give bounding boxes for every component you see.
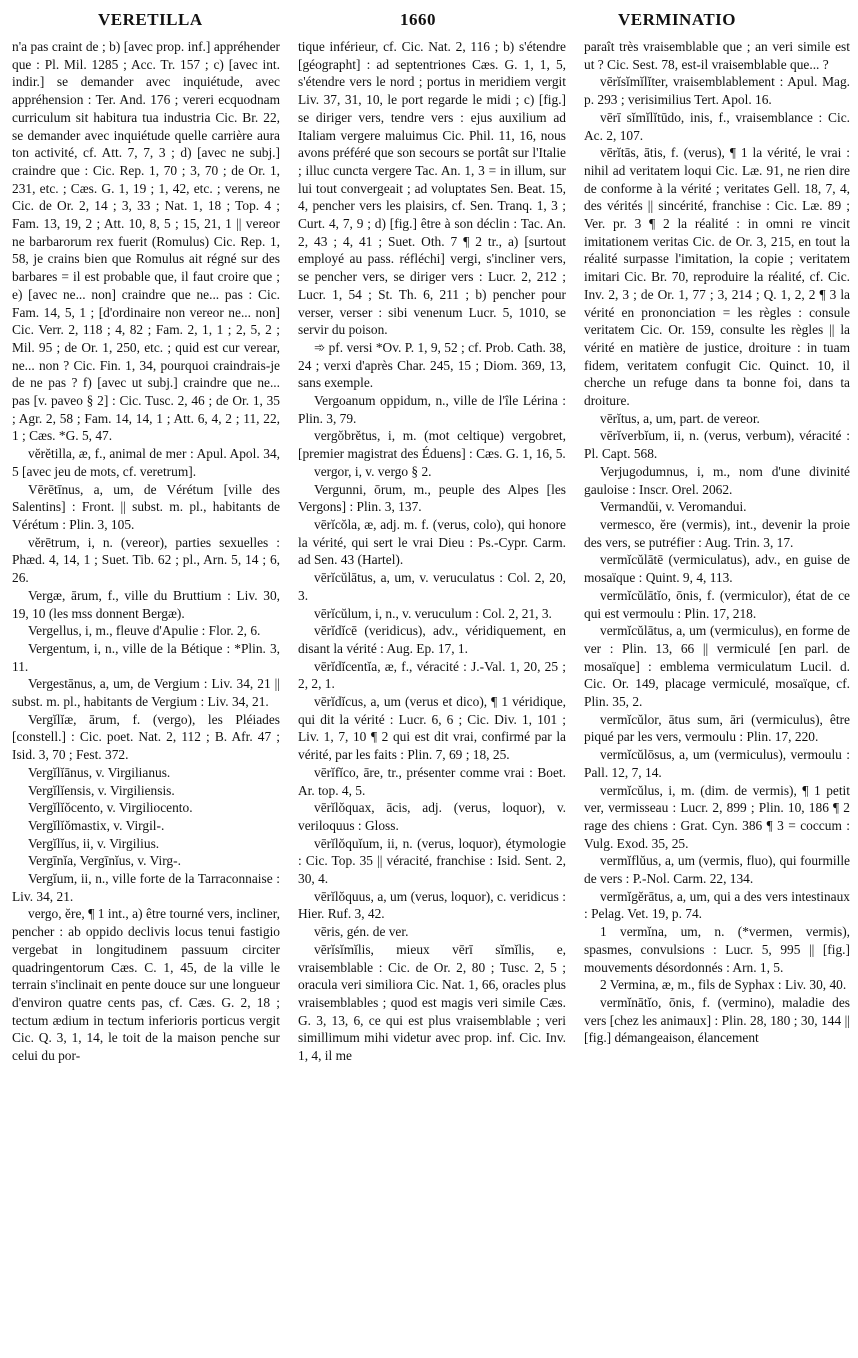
- dictionary-entry: ➾ pf. versi *Ov. P. 1, 9, 52 ; cf. Prob. Cath. 38, 24 ; verxi d'après Char. 245, 15 ; Diom. 369, 13, sans exemple.: [298, 339, 566, 391]
- header-right-guideword: VERMINATIO: [618, 10, 737, 29]
- dictionary-entry: vermĭnātĭo, ōnis, f. (vermino), maladie des vers [chez les animaux] : Plin. 28, 180 ; 30, 144 || [fig.] démangeaison, élancement: [584, 994, 850, 1046]
- dictionary-entry: Vergĭum, ii, n., ville forte de la Tarraconnaise : Liv. 34, 21.: [12, 871, 280, 904]
- dictionary-entry: paraît très vraisemblable que ; an veri simile est ut ? Cic. Sest. 78, est-il vraisemblable que... ?: [584, 39, 850, 72]
- dictionary-entry: vermĭcŭlātē (vermiculatus), adv., en guise de mosaïque : Quint. 9, 4, 113.: [584, 552, 850, 586]
- dictionary-entry: Vergĭlĭŏcento, v. Virgiliocento.: [28, 800, 193, 816]
- dictionary-entry: vergŏbrĕtus, i, m. (mot celtique) vergobret, [premier magistrat des Éduens] : Cæs. G. 1, 16, 5.: [298, 428, 566, 462]
- dictionary-entry: vērĭdĭcē (veridicus), adv., véridiquement, en disant la vérité : Aug. Ep. 17, 1.: [298, 623, 566, 656]
- dictionary-entry: vērĭcŭlum, i, n., v. veruculum : Col. 2, 21, 3.: [314, 605, 552, 621]
- dictionary-entry: vērĭdĭcentĭa, æ, f., véracité : J.-Val. 1, 20, 25 ; 2, 2, 1.: [298, 658, 566, 692]
- dictionary-entry: vermesco, ĕre (vermis), int., devenir la proie des vers, se putréfier : Aug. Trin. 3, 17.: [584, 516, 850, 550]
- dictionary-entry: Vergĭlĭæ, ārum, f. (vergo), les Pléiades [constell.] : Cic. poet. Nat. 2, 112 ; B. Afr. 47 ; Isid. 3, 70 ; Fest. 372.: [12, 711, 280, 763]
- dictionary-entry: Vergīnĭa, Vergīnĭus, v. Virg-.: [28, 853, 181, 869]
- column-1: [12, 38, 280, 1354]
- dictionary-entry: Vergoanum oppidum, n., ville de l'île Lérina : Plin. 3, 79.: [298, 393, 566, 426]
- running-header: [0, 10, 858, 36]
- dictionary-entry: n'a pas craint de ; b) [avec prop. inf.] appréhender que : Pl. Mil. 1285 ; Acc. Tr. 157 ; c) [avec int. indir.] se demander avec inquiétude, avec appréhension : Ter. And. 176 ; vereri ecquodnam curriculum sit habitura tua industria Cic. Br. 22, se demander avec inquiétude quelle carrière aura ton activité, cf. Att. 7, 7, 3 ; d) [avec ne subj.] craindre que : Cic. Rep. 1, 70 ; 3, 70 ; de Or. 1, 231, etc. ; Cæs. G. 1, 19 ; 1, 42, etc. ; verens, ne Cic. de Or. 2, 14 ; 3, 33 ; Nat. 1, 18 ; Top. 4 ; Fam. 13, 19, 2 ; Att. 10, 8, 5 ; 15, 21, 1 || vereor ne barbarorum rex fuerit (Romulus) Cic. Rep. 1, 58, je crains bien que Romulus ait régné sur des barbares = il est probable que, il faut croire que ; e) [avec ne... non] craindre que ne... pas : Cic. Fam. 14, 5, 1 ; [d'ordinaire non vereor ne... non] Cic. Verr. 2, 118 ; 4, 82 ; Fam. 2, 1, 1 ; 2, 5, 2 ; Mil. 95 ; de Or. 1, 250, etc. ; quid est cur verear, ne... non ? Cic. Fin. 1, 34, pourquoi craindrais-je de ne pas ? f) [avec ut subj.] craindre que ne... pas [v. paveo § 2] : Cic. Tusc. 2, 46 ; de Or. 1, 35 ; Agr. 2, 58 ; Fam. 14, 14, 1 ; Att. 6, 4, 2 ; 11, 22, 1 ; Cæs. *G. 5, 47.: [12, 39, 280, 444]
- header-left-guideword: VERETILLA: [98, 10, 203, 29]
- dictionary-entry: Vergellus, i, m., fleuve d'Apulie : Flor. 2, 6.: [28, 623, 261, 639]
- dictionary-entry: Vergĭlĭensis, v. Virgiliensis.: [28, 782, 175, 798]
- dictionary-entry: vērĭsĭmĭlis, mieux vērī sĭmĭlis, e, vraisemblable : Cic. de Or. 2, 80 ; Tusc. 2, 5 ; oracula veri similiora Cic. Nat. 1, 66, oracles plus vraisemblables ; quod est magis veri simile Cæs. G. 3, 13, 6, ce qui est plus vraisemblable ; veri simillimum mihi videtur avec prop. inf. Cic. Inv. 1, 4, il me: [298, 941, 566, 1064]
- dictionary-entry: vĕrĕtilla, æ, f., animal de mer : Apul. Apol. 34, 5 [avec jeu de mots, cf. veretrum].: [12, 446, 280, 479]
- dictionary-entry: Vergestānus, a, um, de Vergium : Liv. 34, 21 || subst. m. pl., habitants de Vergium : Liv. 34, 21.: [12, 676, 280, 710]
- dictionary-entry: vērĭtus, a, um, part. de vereor.: [600, 410, 760, 426]
- dictionary-entry: vĕrētrum, i, n. (vereor), parties sexuelles : Phæd. 4, 14, 1 ; Suet. Tib. 62 ; pl., Arn. 5, 14 ; 6, 26.: [12, 534, 280, 586]
- dictionary-entry: vērĭfĭco, āre, tr., présenter comme vrai : Boet. Ar. top. 4, 5.: [298, 764, 566, 798]
- dictionary-entry: Verjugodumnus, i, m., nom d'une divinité gauloise : Inscr. Orel. 2062.: [584, 463, 850, 497]
- dictionary-entry: vergo, ĕre, ¶ 1 int., a) être tourné vers, incliner, pencher : ab oppido declivis locus tenui fastigio vergebat in longitudinem passuum circiter quadringentorum Cæs. C. 1, 45, de la ville le terrain s'inclinait en pente douce sur une longueur d'environ quatre cents pas, cf. Cæs. G. 2, 18 ; tectum ædium in tectum inferioris porticus vergit Cic. Q. 3, 1, 14, le toit de la maison penche sur celui du por-: [12, 906, 280, 1064]
- dictionary-entry: 1 vermĭna, um, n. (*vermen, vermis), spasmes, convulsions : Lucr. 5, 995 || [fig.] mouvements désordonnés : Arn. 1, 5.: [584, 924, 850, 975]
- dictionary-entry: vērĭlŏquus, a, um (verus, loquor), c. veridicus : Hier. Ruf. 3, 42.: [298, 888, 566, 922]
- dictionary-entry: Vergentum, i, n., ville de la Bétique : *Plin. 3, 11.: [12, 640, 280, 674]
- dictionary-entry: Vergĭlĭānus, v. Virgilianus.: [28, 764, 171, 780]
- page-number: 1660: [400, 10, 436, 29]
- dictionary-entry: vermĭcŭlus, i, m. (dim. de vermis), ¶ 1 petit ver, vermisseau : Lucr. 2, 899 ; Plin. 10, 186 ¶ 2 rage des chiens : Grat. Cyn. 386 ¶ 3 = coccum : Vulg. Exod. 35, 25.: [584, 782, 850, 851]
- dictionary-entry: vermĭcŭlor, ātus sum, āri (vermiculus), être piqué par les vers, vermoulu : Plin. 17, 220.: [584, 711, 850, 745]
- dictionary-entry: vērĭlŏquax, ācis, adj. (verus, loquor), v. veriloquus : Gloss.: [298, 800, 566, 833]
- dictionary-entry: Vergunni, ōrum, m., peuple des Alpes [les Vergons] : Plin. 3, 137.: [298, 481, 566, 515]
- dictionary-entry: vērĭcŏla, æ, adj. m. f. (verus, colo), qui honore la vérité, qui sert le vrai Dieu : Ps.-Cypr. Carm. ad Sen. 43 (Hartel).: [298, 516, 566, 568]
- column-3: [584, 38, 850, 1354]
- dictionary-entry: Vērētīnus, a, um, de Vérétum [ville des Salentins] : Front. || subst. m. pl., habitants de Vérétum : Plin. 3, 105.: [12, 481, 280, 532]
- dictionary-entry: vērĭtās, ātis, f. (verus), ¶ 1 la vérité, le vrai : nihil ad veritatem loqui Cic. Læ. 91, ne rien dire de conforme à la vérité ; veritates Gell. 18, 7, 4, des vérités || sincérité, franchise : Cic. Læ. 89 ; Ver. pr. 3 ¶ 2 la réalité : in omni re vincit imitationem veritas Cic. de Or. 3, 215, en tout la réalité surpasse l'imitation, la copie ; veritatem imitari Cic. Br. 70, reproduire la réalité, cf. Cic. Inv. 2, 3 ; de Or. 1, 77 ; 3, 214 ; Q. 1, 2, 2 ¶ 3 la vérité en prononciation = les règles : consule veritatem Cic. Or. 159, consulte les règles || la vérité en matière de justice, droiture : in tuam fidem, veritatem confugit Cic. Quinct. 10, il cherche un refuge dans ta bonne foi, dans ta droiture.: [584, 145, 850, 409]
- dictionary-entry: vērĭlŏquĭum, ii, n. (verus, loquor), étymologie : Cic. Top. 35 || véracité, franchise : Isid. Sent. 2, 30, 4.: [298, 835, 566, 887]
- dictionary-entry: Vergĭlĭŏmastix, v. Virgil-.: [28, 817, 165, 833]
- dictionary-entry: vērĭdĭcus, a, um (verus et dico), ¶ 1 véridique, qui dit la vérité : Lucr. 6, 6 ; Cic. Div. 1, 101 ; Liv. 1, 7, 10 ¶ 2 qui est dit vrai, confirmé par la vérité, par les faits : Plin. 7, 69 ; 18, 25.: [298, 694, 566, 763]
- dictionary-entry: vērĭsĭmĭlĭter, vraisemblablement : Apul. Mag. p. 293 ; verisimilius Tert. Apol. 16.: [584, 74, 850, 108]
- dictionary-entry: Vergæ, ārum, f., ville du Bruttium : Liv. 30, 19, 10 (les mss donnent Bergæ).: [12, 587, 280, 621]
- dictionary-entry: Vermandŭi, v. Veromandui.: [600, 499, 747, 515]
- dictionary-entry: vērĭverbĭum, ii, n. (verus, verbum), véracité : Pl. Capt. 568.: [584, 428, 850, 462]
- dictionary-entry: vermĭcŭlātus, a, um (vermiculus), en forme de ver : Plin. 13, 66 || vermiculé [en parl. de mosaïque] : emblema vermiculatum Lucil. d. Cic. Or. 149, placage vermiculé, mosaïque, cf. Plin. 35, 2.: [584, 623, 850, 710]
- dictionary-entry: vergor, i, v. vergo § 2.: [314, 463, 432, 479]
- dictionary-entry: tique inférieur, cf. Cic. Nat. 2, 116 ; b) s'étendre [géographt] : ad septentriones Cæs. G. 1, 1, 5, s'étendre vers le nord ; portus in meridiem vergit Liv. 37, 31, 10, le port regarde le midi ; c) [fig.] se diriger vers, tendre vers : ejus auxilium ad Italiam vergere maluimus Cic. Phil. 11, 16, nous avons préféré que son secours se portât sur l'Italie ; illuc cuncta vergere Tac. An. 1, 3 = in illum, sur lui tout convergeait ; ad voluptates Sen. Beat. 15, 4, pencher vers les plaisirs, cf. Sen. Tranq. 1, 3 ; Curt. 4, 7, 9 ; d) [fig.] être à son déclin : Tac. An. 2, 43 ; 4, 41 ; Suet. Oth. 7 ¶ 2 tr., a) [surtout employé au pass. réfléchi] vergi, s'incliner vers, se pencher vers, se diriger vers : Lucr. 2, 212 ; Lucr. 1, 54 ; St. Th. 6, 211 ; b) pencher pour verser, verser : sibi venenum Lucr. 5, 1010, se servir du poison.: [298, 39, 566, 338]
- dictionary-entry: Vergĭlĭus, ii, v. Virgilius.: [28, 835, 160, 851]
- dictionary-columns: [12, 38, 850, 1354]
- dictionary-entry: 2 Vermina, æ, m., fils de Syphax : Liv. 30, 40.: [600, 977, 847, 993]
- dictionary-entry: vermĭflŭus, a, um (vermis, fluo), qui fourmille de vers : P.-Nol. Carm. 22, 134.: [584, 853, 850, 887]
- dictionary-entry: vermĭcŭlātĭo, ōnis, f. (vermiculor), état de ce qui est vermoulu : Plin. 17, 218.: [584, 587, 850, 621]
- dictionary-entry: vēris, gén. de ver.: [314, 924, 409, 940]
- dictionary-entry: vērĭcŭlātus, a, um, v. veruculatus : Col. 2, 20, 3.: [298, 570, 566, 603]
- column-2: [298, 38, 566, 1354]
- dictionary-entry: vermĭgĕrātus, a, um, qui a des vers intestinaux : Pelag. Vet. 19, p. 74.: [584, 888, 850, 922]
- dictionary-entry: vermĭcŭlōsus, a, um (vermiculus), vermoulu : Pall. 12, 7, 14.: [584, 747, 850, 780]
- dictionary-entry: vērī sĭmĭlĭtūdo, inis, f., vraisemblance : Cic. Ac. 2, 107.: [584, 109, 850, 143]
